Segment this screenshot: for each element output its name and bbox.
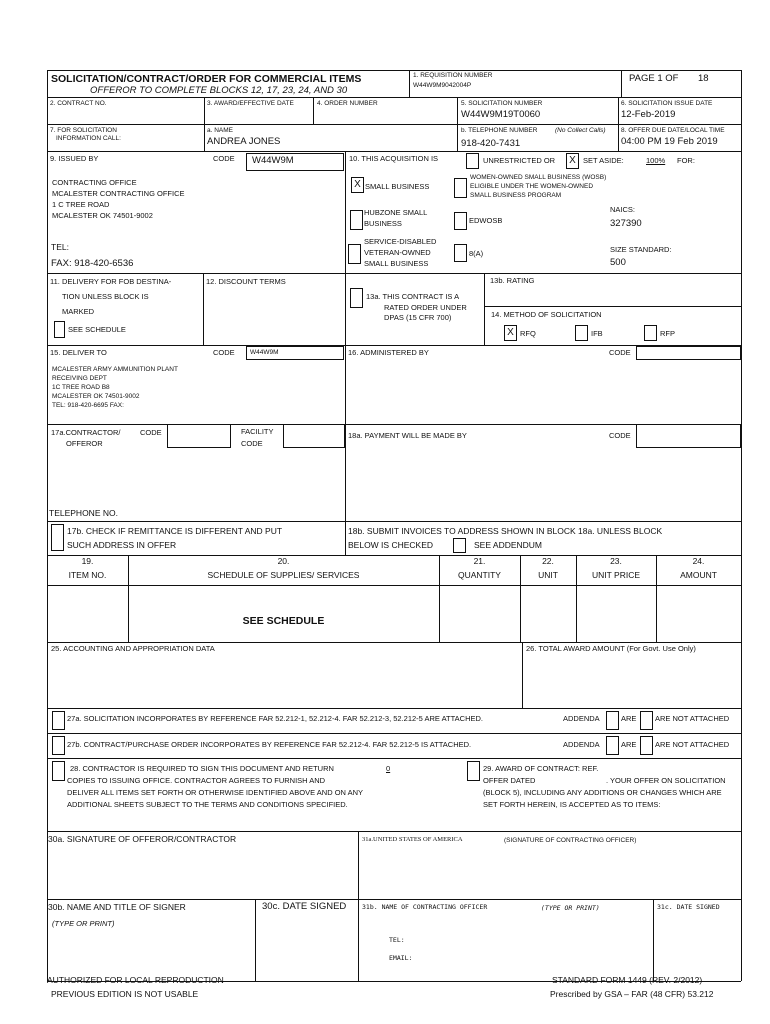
addenda-label: ADDENDA <box>563 740 600 749</box>
col-amount: 24. <box>692 556 705 566</box>
rule <box>345 273 346 345</box>
rule <box>47 151 741 152</box>
wosb-checkbox[interactable] <box>454 178 467 198</box>
issued-by-tel: TEL: <box>51 242 69 252</box>
hubzone-checkbox[interactable] <box>350 210 363 230</box>
rule <box>47 831 741 832</box>
telephone-label: b. TELEPHONE NUMBER <box>461 127 538 134</box>
deliver-to-line: MCALESTER OK 74501-9002 <box>52 393 140 400</box>
administered-by-label: 16. ADMINISTERED BY <box>348 348 429 357</box>
see-schedule-label: SEE SCHEDULE <box>68 325 126 334</box>
telephone-no-label: TELEPHONE NO. <box>49 508 118 518</box>
code-box <box>167 424 231 448</box>
rule <box>47 97 741 98</box>
submit-invoices-label: 18b. SUBMIT INVOICES TO ADDRESS SHOWN IN BLOCK 18a. UNLESS BLOCK <box>348 526 663 536</box>
footer-left: AUTHORIZED FOR LOCAL REPRODUCTION <box>47 975 224 985</box>
facility-label: CODE <box>241 439 263 448</box>
col-unit-price: 23. <box>610 556 622 566</box>
rule <box>47 899 741 900</box>
see-addendum-checkbox[interactable] <box>453 538 466 553</box>
rule <box>47 555 741 556</box>
29-label: 29. AWARD OF CONTRACT: REF. <box>483 764 599 773</box>
col-unit: UNIT <box>538 570 558 580</box>
ifb-label: IFB <box>591 329 603 338</box>
sdvosb-checkbox[interactable] <box>348 244 361 264</box>
solicitation-number-value: W44W9M19T0060 <box>461 109 541 120</box>
are-label: ARE <box>621 740 637 749</box>
total-award-label: 26. TOTAL AWARD AMOUNT (For Govt. Use Only) <box>526 644 696 653</box>
see-addendum-label: SEE ADDENDUM <box>474 540 543 550</box>
set-aside-pct: 100% <box>646 156 666 165</box>
27b-are-checkbox[interactable] <box>606 736 619 755</box>
naics-label: NAICS: <box>610 205 636 214</box>
award-date-label: 3. AWARD/EFFECTIVE DATE <box>207 100 294 107</box>
requisition-label: 1. REQUISITION NUMBER <box>413 72 493 79</box>
rule <box>345 151 346 273</box>
offeror-signature-label: 30a. SIGNATURE OF OFFEROR/CONTRACTOR <box>48 834 237 844</box>
rated-order-label: 13a. THIS CONTRACT IS A <box>366 292 460 301</box>
footer-right: Prescribed by GSA – FAR (48 CFR) 53.212 <box>550 989 714 999</box>
name-value: ANDREA JONES <box>207 136 281 147</box>
delivery-fob-label: TION UNLESS BLOCK IS <box>62 292 149 301</box>
rule <box>47 585 741 586</box>
hubzone-label: BUSINESS <box>364 219 402 228</box>
contractor-label: 17a.CONTRACTOR/ <box>51 428 121 437</box>
29-label: OFFER DATED <box>483 776 536 785</box>
8a-checkbox[interactable] <box>454 244 467 262</box>
co-email-label: EMAIL: <box>389 954 413 962</box>
delivery-fob-label: 11. DELIVERY FOR FOB DESTINA- <box>50 277 172 286</box>
footer-right: STANDARD FORM 1449 (REV. 2/2012) <box>552 975 703 985</box>
contract-no-label: 2. CONTRACT NO. <box>50 100 107 107</box>
issued-by-line: CONTRACTING OFFICE <box>52 178 137 187</box>
discount-terms-label: 12. DISCOUNT TERMS <box>206 277 286 286</box>
rule <box>47 642 741 643</box>
submit-invoices-label: BELOW IS CHECKED <box>348 540 434 550</box>
rule <box>204 97 205 124</box>
rule <box>358 831 359 981</box>
rfp-label: RFP <box>660 329 675 338</box>
delivery-fob-label: MARKED <box>62 307 95 316</box>
small-business-label: SMALL BUSINESS <box>365 182 430 191</box>
27b-are-not-checkbox[interactable] <box>640 736 653 755</box>
signer-name-label: 30b. NAME AND TITLE OF SIGNER <box>48 902 186 912</box>
form-subtitle: OFFEROR TO COMPLETE BLOCKS 12, 17, 23, 24, AND 30 <box>90 85 348 96</box>
no-collect-note: (No Collect Calls) <box>555 127 606 134</box>
col-quantity: 21. <box>473 556 486 566</box>
acquisition-label: 10. THIS ACQUISITION IS <box>349 154 439 163</box>
rule <box>313 97 314 124</box>
deliver-to-line: 1C TREE ROAD B8 <box>52 384 110 391</box>
col-unit-price: UNIT PRICE <box>591 570 641 580</box>
rfp-checkbox[interactable] <box>644 325 657 341</box>
rule <box>409 70 410 97</box>
code-box <box>283 424 345 448</box>
rule <box>47 70 741 71</box>
col-schedule: 20. <box>277 556 290 566</box>
rule <box>204 124 205 151</box>
rated-order-label: RATED ORDER UNDER <box>384 303 467 312</box>
deliver-to-line: TEL: 918-420-6695 FAX: <box>52 402 124 409</box>
issued-by-line: MCALESTER OK 74501-9002 <box>52 211 153 220</box>
27a-are-not-checkbox[interactable] <box>640 711 653 730</box>
col-amount: AMOUNT <box>680 570 717 580</box>
rule <box>345 345 346 424</box>
sdvosb-label: VETERAN-OWNED <box>364 248 431 257</box>
rated-order-label: DPAS (15 CFR 700) <box>384 313 452 322</box>
offer-due-label: 8. OFFER DUE DATE/LOCAL TIME <box>621 127 725 134</box>
co-tel-label: TEL: <box>389 936 405 944</box>
payment-code-label: CODE <box>609 431 631 440</box>
issued-by-line: 1 C TREE ROAD <box>52 200 110 209</box>
info-call-label-2: INFORMATION CALL: <box>56 135 121 142</box>
set-aside-for: FOR: <box>677 156 695 165</box>
issue-date-value: 12-Feb-2019 <box>621 109 676 120</box>
page-label: PAGE 1 OF <box>629 73 679 84</box>
8a-label: 8(A) <box>469 249 484 258</box>
rule <box>656 555 657 642</box>
issue-date-label: 6. SOLICITATION ISSUE DATE <box>621 100 713 107</box>
order-number-label: 4. ORDER NUMBER <box>317 100 378 107</box>
rfq-checkbox[interactable]: X <box>504 325 517 341</box>
code-label: CODE <box>213 154 235 163</box>
sdvosb-label: SMALL BUSINESS <box>364 259 429 268</box>
rule <box>47 521 741 522</box>
col-schedule: SCHEDULE OF SUPPLIES/ SERVICES <box>207 570 360 580</box>
co-name-label: 31b. NAME OF CONTRACTING OFFICER <box>362 903 488 911</box>
co-type-or-print-note: (TYPE OR PRINT) <box>541 904 600 912</box>
remittance-label: SUCH ADDRESS IN OFFER <box>67 540 177 550</box>
telephone-value: 918-420-7431 <box>461 138 521 149</box>
col-unit: 22. <box>542 556 554 566</box>
rule <box>439 555 440 642</box>
rule <box>741 70 742 981</box>
administered-code-label: CODE <box>609 348 631 357</box>
rating-label: 13b. RATING <box>490 276 535 285</box>
28-copies: 0 <box>386 764 391 773</box>
issued-by-label: 9. ISSUED BY <box>50 154 99 163</box>
rule <box>47 124 741 125</box>
col-item-no: ITEM NO. <box>68 570 107 580</box>
code-box <box>636 424 741 448</box>
remittance-checkbox[interactable] <box>51 524 64 551</box>
see-schedule-checkbox[interactable] <box>54 321 65 338</box>
rule <box>255 899 256 981</box>
rule <box>484 273 485 345</box>
28-label: ADDITIONAL SHEETS SUBJECT TO THE TERMS AND CONDITIONS SPECIFIED. <box>67 800 348 809</box>
rfq-label: RFQ <box>520 329 536 338</box>
rule <box>484 306 741 307</box>
requisition-value: W44W9M9042004P <box>413 82 472 89</box>
unrestricted-label: UNRESTRICTED OR <box>483 156 556 165</box>
date-signed-label: 30c. DATE SIGNED <box>262 901 347 912</box>
unrestricted-checkbox[interactable] <box>466 153 479 169</box>
rule <box>47 758 741 759</box>
rule <box>653 899 654 981</box>
are-label: ARE <box>621 714 637 723</box>
method-label: 14. METHOD OF SOLICITATION <box>491 310 602 319</box>
28-checkbox[interactable] <box>52 761 65 781</box>
accounting-label: 25. ACCOUNTING AND APPROPRIATION DATA <box>51 644 215 653</box>
are-not-label: ARE NOT ATTACHED <box>655 714 730 723</box>
page-total: 18 <box>698 73 709 84</box>
payment-label: 18a. PAYMENT WILL BE MADE BY <box>348 431 467 440</box>
sdvosb-label: SERVICE-DISABLED <box>364 237 437 246</box>
deliver-to-line: RECEIVING DEPT <box>52 375 107 382</box>
deliver-to-code: W44W9M <box>250 349 279 356</box>
29-label: . YOUR OFFER ON SOLICITATION <box>606 776 726 785</box>
co-signature-label: (SIGNATURE OF CONTRACTING OFFICER) <box>504 837 637 844</box>
size-standard-label: SIZE STANDARD: <box>610 245 672 254</box>
rule <box>621 70 622 97</box>
usa-label: 31a.UNITED STATES OF AMERICA <box>362 836 463 843</box>
rule <box>47 273 741 274</box>
contractor-label: OFFEROR <box>66 439 103 448</box>
27a-are-checkbox[interactable] <box>606 711 619 730</box>
rule <box>47 708 741 709</box>
29-checkbox[interactable] <box>467 761 480 781</box>
ifb-checkbox[interactable] <box>575 325 588 341</box>
naics-value: 327390 <box>610 218 642 229</box>
addenda-label: ADDENDA <box>563 714 600 723</box>
wosb-label: WOMEN-OWNED SMALL BUSINESS (WOSB) <box>470 174 607 181</box>
type-or-print-note: (TYPE OR PRINT) <box>52 919 115 928</box>
27a-label: 27a. SOLICITATION INCORPORATES BY REFERENCE FAR 52.212-1, 52.212-4. FAR 52.212-3, 52.212-5 ARE ATTACHED. <box>67 714 483 723</box>
set-aside-label: SET ASIDE: <box>583 156 624 165</box>
29-label: SET FORTH HEREIN, IS ACCEPTED AS TO ITEMS: <box>483 800 661 809</box>
28-label: DELIVER ALL ITEMS SET FORTH OR OTHERWISE IDENTIFIED ABOVE AND ON ANY <box>67 788 364 797</box>
footer-left: PREVIOUS EDITION IS NOT USABLE <box>51 989 199 999</box>
deliver-to-line: MCALESTER ARMY AMMUNITION PLANT <box>52 366 178 373</box>
see-schedule-text: SEE SCHEDULE <box>242 615 325 627</box>
contractor-code-label: CODE <box>140 428 162 437</box>
rule <box>576 555 577 642</box>
edwosb-checkbox[interactable] <box>454 212 467 230</box>
set-aside-checkbox[interactable]: X <box>566 153 579 169</box>
solicitation-number-label: 5. SOLICITATION NUMBER <box>461 100 543 107</box>
deliver-to-code-label: CODE <box>213 348 235 357</box>
form-title: SOLICITATION/CONTRACT/ORDER FOR COMMERCIAL ITEMS <box>51 73 362 85</box>
issued-by-fax: FAX: 918-420-6536 <box>51 258 134 269</box>
rule <box>128 555 129 642</box>
29-label: (BLOCK 5), INCLUDING ANY ADDITIONS OR CHANGES WHICH ARE <box>483 788 722 797</box>
wosb-label: SMALL BUSINESS PROGRAM <box>470 192 562 199</box>
rule <box>47 733 741 734</box>
size-standard-value: 500 <box>610 257 626 268</box>
name-label: a. NAME <box>207 127 234 134</box>
small-business-checkbox[interactable]: X <box>351 177 364 193</box>
offer-due-value: 04:00 PM 19 Feb 2019 <box>621 136 718 147</box>
27b-checkbox[interactable] <box>52 736 65 755</box>
28-label: 28. CONTRACTOR IS REQUIRED TO SIGN THIS DOCUMENT AND RETURN <box>70 764 334 773</box>
edwosb-label: EDWOSB <box>469 216 503 225</box>
remittance-label: 17b. CHECK IF REMITTANCE IS DIFFERENT AND PUT <box>67 526 283 536</box>
issued-by-code: W44W9M <box>252 155 294 166</box>
rule <box>203 273 204 345</box>
rule <box>345 424 346 555</box>
rule <box>522 642 523 708</box>
deliver-to-label: 15. DELIVER TO <box>50 348 107 357</box>
issued-by-line: MCALESTER CONTRACTING OFFICE <box>52 189 185 198</box>
27b-label: 27b. CONTRACT/PURCHASE ORDER INCORPORATES BY REFERENCE FAR 52.212-4. FAR 52.212-5 IS ATTACHED. <box>67 740 472 749</box>
facility-label: FACILITY <box>241 427 274 436</box>
code-box <box>636 346 741 360</box>
col-item-no: 19. <box>81 556 94 566</box>
info-call-label: 7. FOR SOLICITATION <box>50 127 117 134</box>
hubzone-label: HUBZONE SMALL <box>364 208 428 217</box>
27a-checkbox[interactable] <box>52 711 65 730</box>
col-quantity: QUANTITY <box>458 570 501 580</box>
co-date-signed-label: 31c. DATE SIGNED <box>657 903 720 911</box>
rated-order-checkbox[interactable] <box>350 288 363 308</box>
are-not-label: ARE NOT ATTACHED <box>655 740 730 749</box>
rule <box>520 555 521 642</box>
wosb-label: ELIGIBLE UNDER THE WOMEN-OWNED <box>470 183 594 190</box>
28-label: COPIES TO ISSUING OFFICE. CONTRACTOR AGREES TO FURNISH AND <box>67 776 326 785</box>
